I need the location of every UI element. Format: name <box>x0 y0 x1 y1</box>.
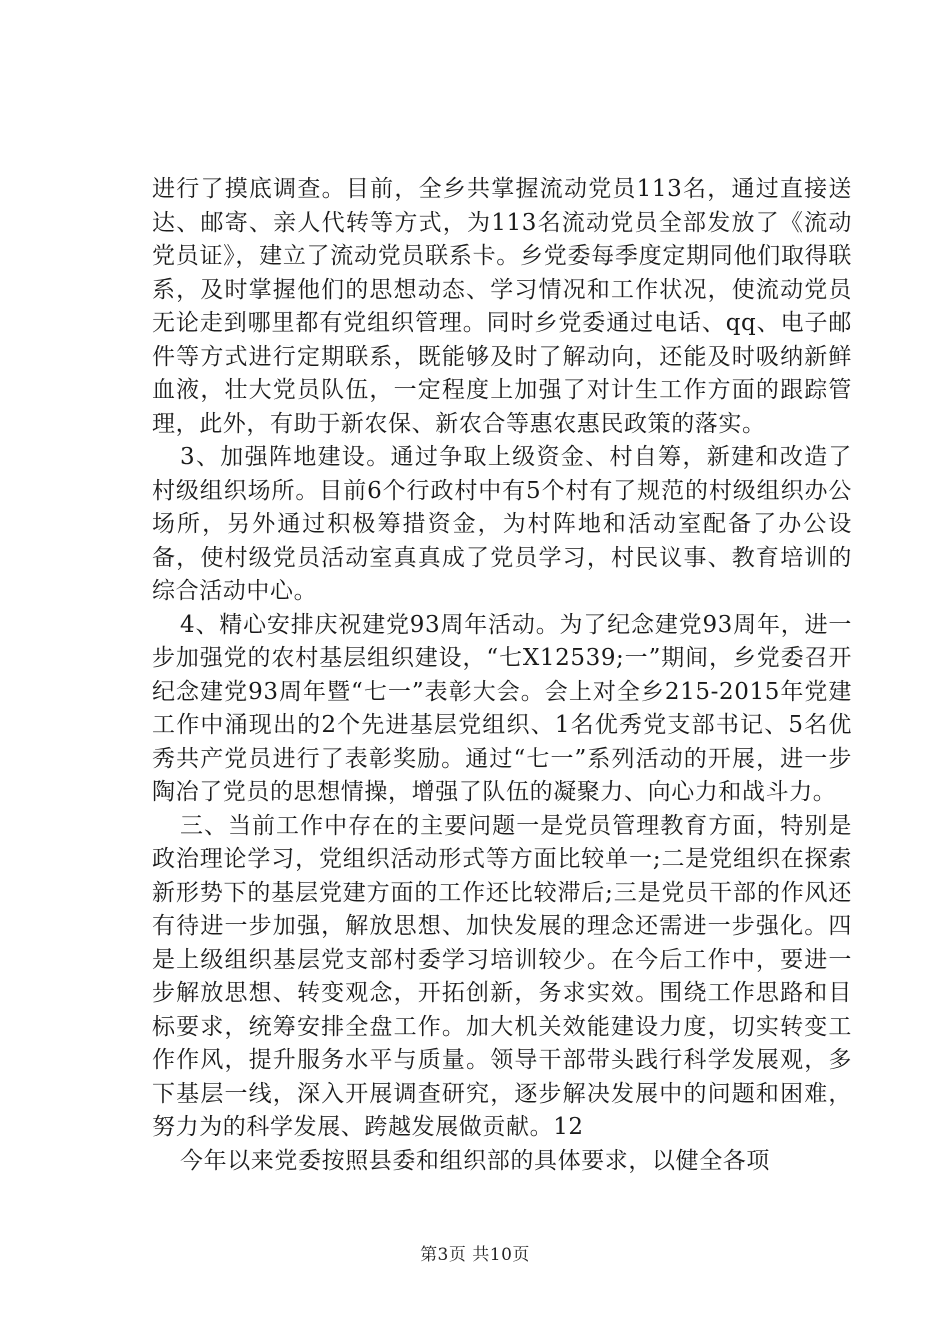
paragraph-main-problems: 三、当前工作中存在的主要问题一是党员管理教育方面，特别是政治理论学习，党组织活动形式等方面比较单一;二是党组织在探索新形势下的基层党建方面的工作还比较滞后;三是党员干部的作风还有待进一步加强，解放思想、加快发展的理念还需进一步强化。四是上级组织基层党支部村委学习培训较少。在今后工作中，要进一步解放思想、转变观念，开拓创新，务求实效。围绕工作思路和目标要求，统筹安排全盘工作。加大机关效能建设力度，切实转变工作作风，提升服务水平与质量。领导干部带头践行科学发展观，多下基层一线，深入开展调查研究，逐步解决发展中的问题和困难，努力为的科学发展、跨越发展做贡献。12 <box>152 812 852 1140</box>
document-body <box>152 173 852 1178</box>
page-number-footer: 第3页 共10页 <box>420 1245 530 1265</box>
paragraph-anniversary-activity: 4、精心安排庆祝建党93周年活动。为了纪念建党93周年，进一步加强党的农村基层组织建设，“七X12539;一”期间，乡党委召开纪念建党93周年暨“七一”表彰大会。会上对全乡215-2015年党建工作中涌现出的2个先进基层党组织、1名优秀党支部书记、5名优秀共产党员进行了表彰奖励。通过“七一”系列活动的开展，进一步陶冶了党员的思想情操，增强了队伍的凝聚力、向心力和战斗力。 <box>152 611 852 805</box>
paragraph-position-building: 3、加强阵地建设。通过争取上级资金、村自筹，新建和改造了村级组织场所。目前6个行政村中有5个村有了规范的村级组织办公场所，另外通过积极筹措资金，为村阵地和活动室配备了办公设备，使村级党员活动室真真成了党员学习，村民议事、教育培训的综合活动中心。 <box>152 444 852 604</box>
paragraph-floating-members: 进行了摸底调查。目前，全乡共掌握流动党员113名，通过直接送达、邮寄、亲人代转等方式，为113名流动党员全部发放了《流动党员证》，建立了流动党员联系卡。乡党委每季度定期同他们取得联系，及时掌握他们的思想动态、学习情况和工作状况，使流动党员无论走到哪里都有党组织管理。同时乡党委通过电话、qq、电子邮件等方式进行定期联系，既能够及时了解动向，还能及时吸纳新鲜血液，壮大党员队伍，一定程度上加强了对计生工作方面的跟踪管理，此外，有助于新农保、新农合等惠农惠民政策的落实。 <box>152 176 852 437</box>
paragraph-this-year: 今年以来党委按照县委和组织部的具体要求，以健全各项 <box>180 1147 770 1174</box>
